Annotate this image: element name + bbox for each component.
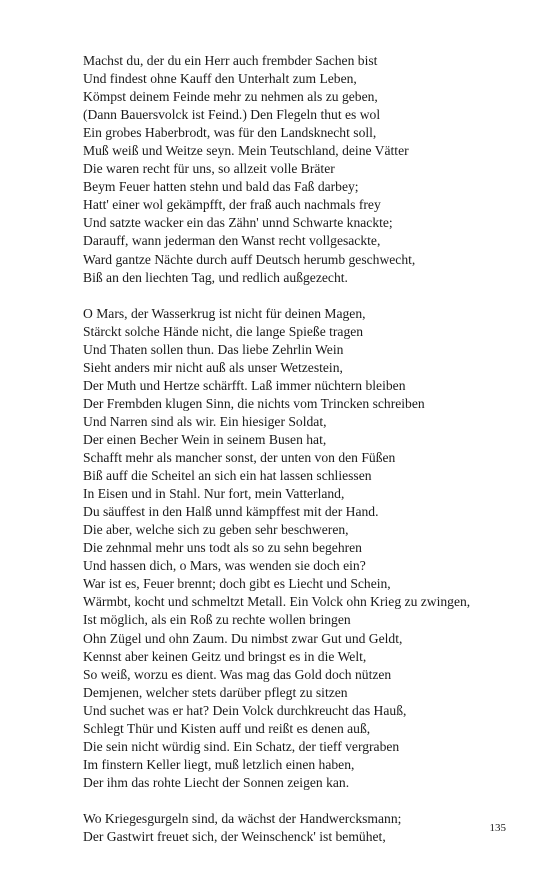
poem-line: Beym Feuer hatten stehn und bald das Faß darbey; (83, 179, 359, 195)
poem-line: Biß an den liechten Tag, und redlich außgezecht. (83, 269, 348, 285)
poem-line: Ist möglich, als ein Roß zu rechte wollen bringen (83, 612, 351, 628)
poem-line: Ohn Zügel und ohn Zaum. Du nimbst zwar Gut und Geldt, (83, 630, 403, 646)
poem-line: Machst du, der du ein Herr auch frembder Sachen bist (83, 53, 378, 68)
poem-line: Schlegt Thür und Kisten auff und reißt es denen auß, (83, 720, 371, 736)
poem-line: Und Narren sind als wir. Ein hiesiger Soldat, (83, 413, 327, 429)
poem-line: Und suchet was er hat? Dein Volck durchkreucht das Hauß, (83, 702, 407, 718)
poem-line: Im finstern Keller liegt, muß letzlich einen haben, (83, 756, 355, 772)
poem-line: (Dann Bauersvolck ist Feind.) Den Flegeln thut es wol (83, 107, 381, 123)
poem-line: Und hassen dich, o Mars, was wenden sie doch ein? (83, 558, 366, 574)
poem-line: Demjenen, welcher stets darüber pflegt zu sitzen (83, 684, 348, 700)
page-number: 135 (489, 822, 506, 834)
poem-line: Muß weiß und Weitze seyn. Mein Teutschland, deine Vätter (83, 143, 409, 159)
poem-line: Die waren recht für uns, so allzeit volle Bräter (83, 161, 335, 177)
poem-line: Die zehnmal mehr uns todt als so zu sehn begehren (83, 540, 362, 556)
poem-line: Und Thaten sollen thun. Das liebe Zehrlin Wein (83, 341, 344, 357)
poem-line: Darauff, wann jederman den Wanst recht vollgesackte, (83, 233, 381, 249)
stanza (83, 52, 513, 287)
poem-line: Schafft mehr als mancher sonst, der unten von den Füßen (83, 450, 396, 466)
poem-line: Ein grobes Haberbrodt, was für den Landsknecht soll, (83, 125, 377, 141)
poem-line: Stärckt solche Hände nicht, die lange Spieße tragen (83, 323, 364, 339)
poem-line: Der einen Becher Wein in seinem Busen hat, (83, 431, 327, 447)
poem-line: Ward gantze Nächte durch auff Deutsch herumb geschwecht, (83, 251, 416, 267)
stanza (83, 305, 513, 792)
poem-line: War ist es, Feuer brennt; doch gibt es Liecht und Schein, (83, 576, 391, 592)
poem-line: In Eisen und in Stahl. Nur fort, mein Vatterland, (83, 486, 345, 502)
poem-line: Biß auff die Scheitel an sich ein hat lassen schliessen (83, 468, 372, 484)
poem-line: So weiß, worzu es dient. Was mag das Gold doch nützen (83, 666, 392, 682)
poem-line: Und satzte wacker ein das Zähn' unnd Schwarte knackte; (83, 215, 393, 231)
poem-line: Kömpst deinem Feinde mehr zu nehmen als zu geben, (83, 89, 378, 105)
poem-line: Wärmbt, kocht und schmeltzt Metall. Ein Volck ohn Krieg zu zwingen, (83, 594, 471, 610)
poem-line: Der Gastwirt freuet sich, der Weinschenck' ist bemühet, (83, 829, 386, 845)
poem-line: Der ihm das rohte Liecht der Sonnen zeigen kan. (83, 774, 350, 790)
poem-line: Der Muth und Hertze schärfft. Laß immer nüchtern bleiben (83, 377, 406, 393)
poem-line: Sieht anders mir nicht auß als unser Wetzestein, (83, 359, 343, 375)
poem-line: Du säuffest in den Halß unnd kämpffest mit der Hand. (83, 504, 379, 520)
poem-line: Der Frembden klugen Sinn, die nichts vom Trincken schreiben (83, 395, 425, 411)
poem-line: Hatt' einer wol gekämpfft, der fraß auch nachmals frey (83, 197, 381, 213)
poem-line: Die sein nicht würdig sind. Ein Schatz, der tieff vergraben (83, 738, 400, 754)
poem-line: Und findest ohne Kauff den Unterhalt zum Leben, (83, 71, 357, 87)
stanza (83, 810, 513, 846)
poem-line: Kennst aber keinen Geitz und bringst es in die Welt, (83, 648, 367, 664)
poem-body (83, 52, 513, 864)
poem-line: Wo Kriegesgurgeln sind, da wächst der Handwercksmann; (83, 810, 402, 826)
poem-line: O Mars, der Wasserkrug ist nicht für deinen Magen, (83, 305, 366, 321)
poem-line: Die aber, welche sich zu geben sehr beschweren, (83, 522, 349, 538)
